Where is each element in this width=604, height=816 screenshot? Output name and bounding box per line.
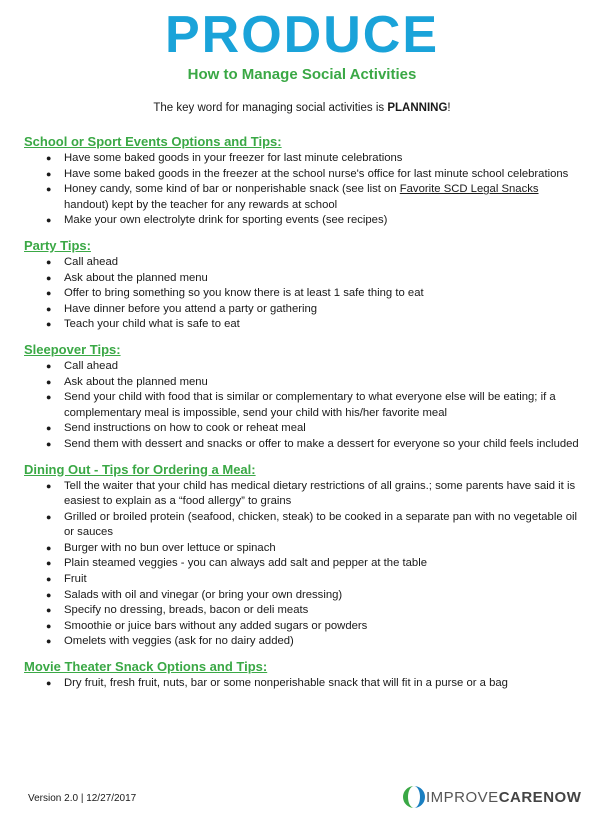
list-item: ● Send them with dessert and snacks or offer to make a dessert for everyone so your child feels included bbox=[24, 437, 584, 453]
list-item: ● Salads with oil and vinegar (or bring your own dressing) bbox=[24, 588, 584, 604]
bullet-icon: ● bbox=[46, 272, 52, 283]
bullet-icon: ● bbox=[46, 574, 52, 585]
bullet-icon: ● bbox=[46, 605, 52, 616]
bullet-list bbox=[24, 255, 584, 333]
list-item: ● Offer to bring something so you know there is at least 1 safe thing to eat bbox=[24, 286, 584, 302]
section-school-sport bbox=[24, 134, 584, 229]
section-dining-out bbox=[24, 462, 584, 651]
list-item: ● Specify no dressing, breads, bacon or deli meats bbox=[24, 603, 584, 619]
bullet-icon: ● bbox=[46, 542, 52, 553]
bullet-icon: ● bbox=[46, 558, 52, 569]
list-item: ● Make your own electrolyte drink for sporting events (see recipes) bbox=[24, 213, 584, 229]
version-footer: Version 2.0 | 12/27/2017 bbox=[28, 793, 137, 804]
section-title: Sleepover Tips: bbox=[24, 341, 121, 357]
bullet-icon: ● bbox=[46, 360, 52, 371]
bullet-icon: ● bbox=[46, 392, 52, 403]
list-item: ● Send instructions on how to cook or reheat meal bbox=[24, 421, 584, 437]
list-item: ● Have some baked goods in the freezer at the school nurse's office for last minute school celebrations bbox=[24, 167, 584, 183]
bullet-icon: ● bbox=[46, 589, 52, 600]
bullet-icon: ● bbox=[46, 319, 52, 330]
bullet-icon: ● bbox=[46, 303, 52, 314]
content bbox=[24, 134, 584, 701]
list-item: ● Grilled or broiled protein (seafood, chicken, steak) to be cooked in a separate pan with no vegetable oil or sauces bbox=[46, 510, 578, 539]
list-item: ● Send your child with food that is similar or complementary to what everyone else will be eating; if a complementary meal is impossible, send your child with his/her favorite meal bbox=[46, 391, 556, 419]
list-item: ● Ask about the planned menu bbox=[24, 271, 584, 287]
section-movie-theater bbox=[24, 659, 584, 692]
snacks-handout-link[interactable]: Favorite SCD Legal Snacks bbox=[399, 183, 539, 196]
bullet-icon: ● bbox=[46, 153, 52, 163]
bullet-list bbox=[24, 359, 584, 453]
bullet-icon: ● bbox=[46, 376, 52, 387]
bullet-list bbox=[24, 151, 584, 229]
list-item: ● Tell the waiter that your child has medical dietary restrictions of all grains.; some parents have said it is easiest to explain as a “food allergy” to grains bbox=[46, 479, 576, 508]
logo-text: PRODUCE bbox=[164, 6, 440, 62]
section-title: Party Tips: bbox=[24, 237, 91, 253]
bullet-icon: ● bbox=[46, 423, 52, 434]
list-item: ● Ask about the planned menu bbox=[24, 375, 584, 391]
list-item: ● Honey candy, some kind of bar or nonperishable snack (see list on Favorite SCD Legal Snacks handout) kept by the teacher for any rewards at school bbox=[46, 183, 539, 211]
bullet-icon: ● bbox=[46, 288, 52, 299]
bullet-list bbox=[24, 479, 584, 651]
bullet-icon: ● bbox=[46, 480, 52, 491]
list-item: ● Omelets with veggies (ask for no dairy added) bbox=[24, 634, 584, 650]
bullet-icon: ● bbox=[46, 620, 52, 631]
section-party bbox=[24, 238, 584, 333]
list-item: ● Have some baked goods in your freezer for last minute celebrations bbox=[24, 151, 584, 167]
bullet-icon: ● bbox=[46, 184, 52, 195]
list-item: ● Dry fruit, fresh fruit, nuts, bar or some nonperishable snack that will fit in a purse or a bag bbox=[24, 676, 584, 692]
improvecarenow-wordmark: IMPROVECARENOW bbox=[426, 789, 582, 806]
section-sleepover bbox=[24, 342, 584, 453]
list-item: ● Plain steamed veggies - you can always add salt and pepper at the table bbox=[24, 556, 584, 572]
section-title: Movie Theater Snack Options and Tips: bbox=[24, 659, 268, 675]
intro-emphasis: PLANNING bbox=[387, 102, 448, 114]
section-title: Dining Out - Tips for Ordering a Meal: bbox=[24, 461, 256, 477]
bullet-icon: ● bbox=[46, 636, 52, 647]
list-item: ● Fruit bbox=[24, 572, 584, 588]
bullet-icon: ● bbox=[46, 256, 52, 267]
list-item: ● Have dinner before you attend a party or gathering bbox=[24, 302, 584, 318]
list-item: ● Burger with no bun over lettuce or spinach bbox=[24, 541, 584, 557]
list-item: ● Teach your child what is safe to eat bbox=[24, 317, 584, 333]
bullet-icon: ● bbox=[46, 215, 52, 226]
list-item: ● Call ahead bbox=[24, 359, 584, 375]
list-item: ● Call ahead bbox=[24, 255, 584, 271]
page-title: How to Manage Social Activities bbox=[187, 66, 417, 83]
bullet-icon: ● bbox=[46, 438, 52, 449]
intro-text: The key word for managing social activities is PLANNING! bbox=[153, 102, 451, 114]
bullet-icon: ● bbox=[46, 678, 52, 689]
produce-logo bbox=[0, 4, 604, 62]
section-title: School or Sport Events Options and Tips: bbox=[24, 134, 282, 149]
bullet-icon: ● bbox=[46, 511, 52, 522]
bullet-list bbox=[24, 676, 584, 692]
bullet-icon: ● bbox=[46, 168, 52, 179]
list-item: ● Smoothie or juice bars without any added sugars or powders bbox=[24, 619, 584, 635]
